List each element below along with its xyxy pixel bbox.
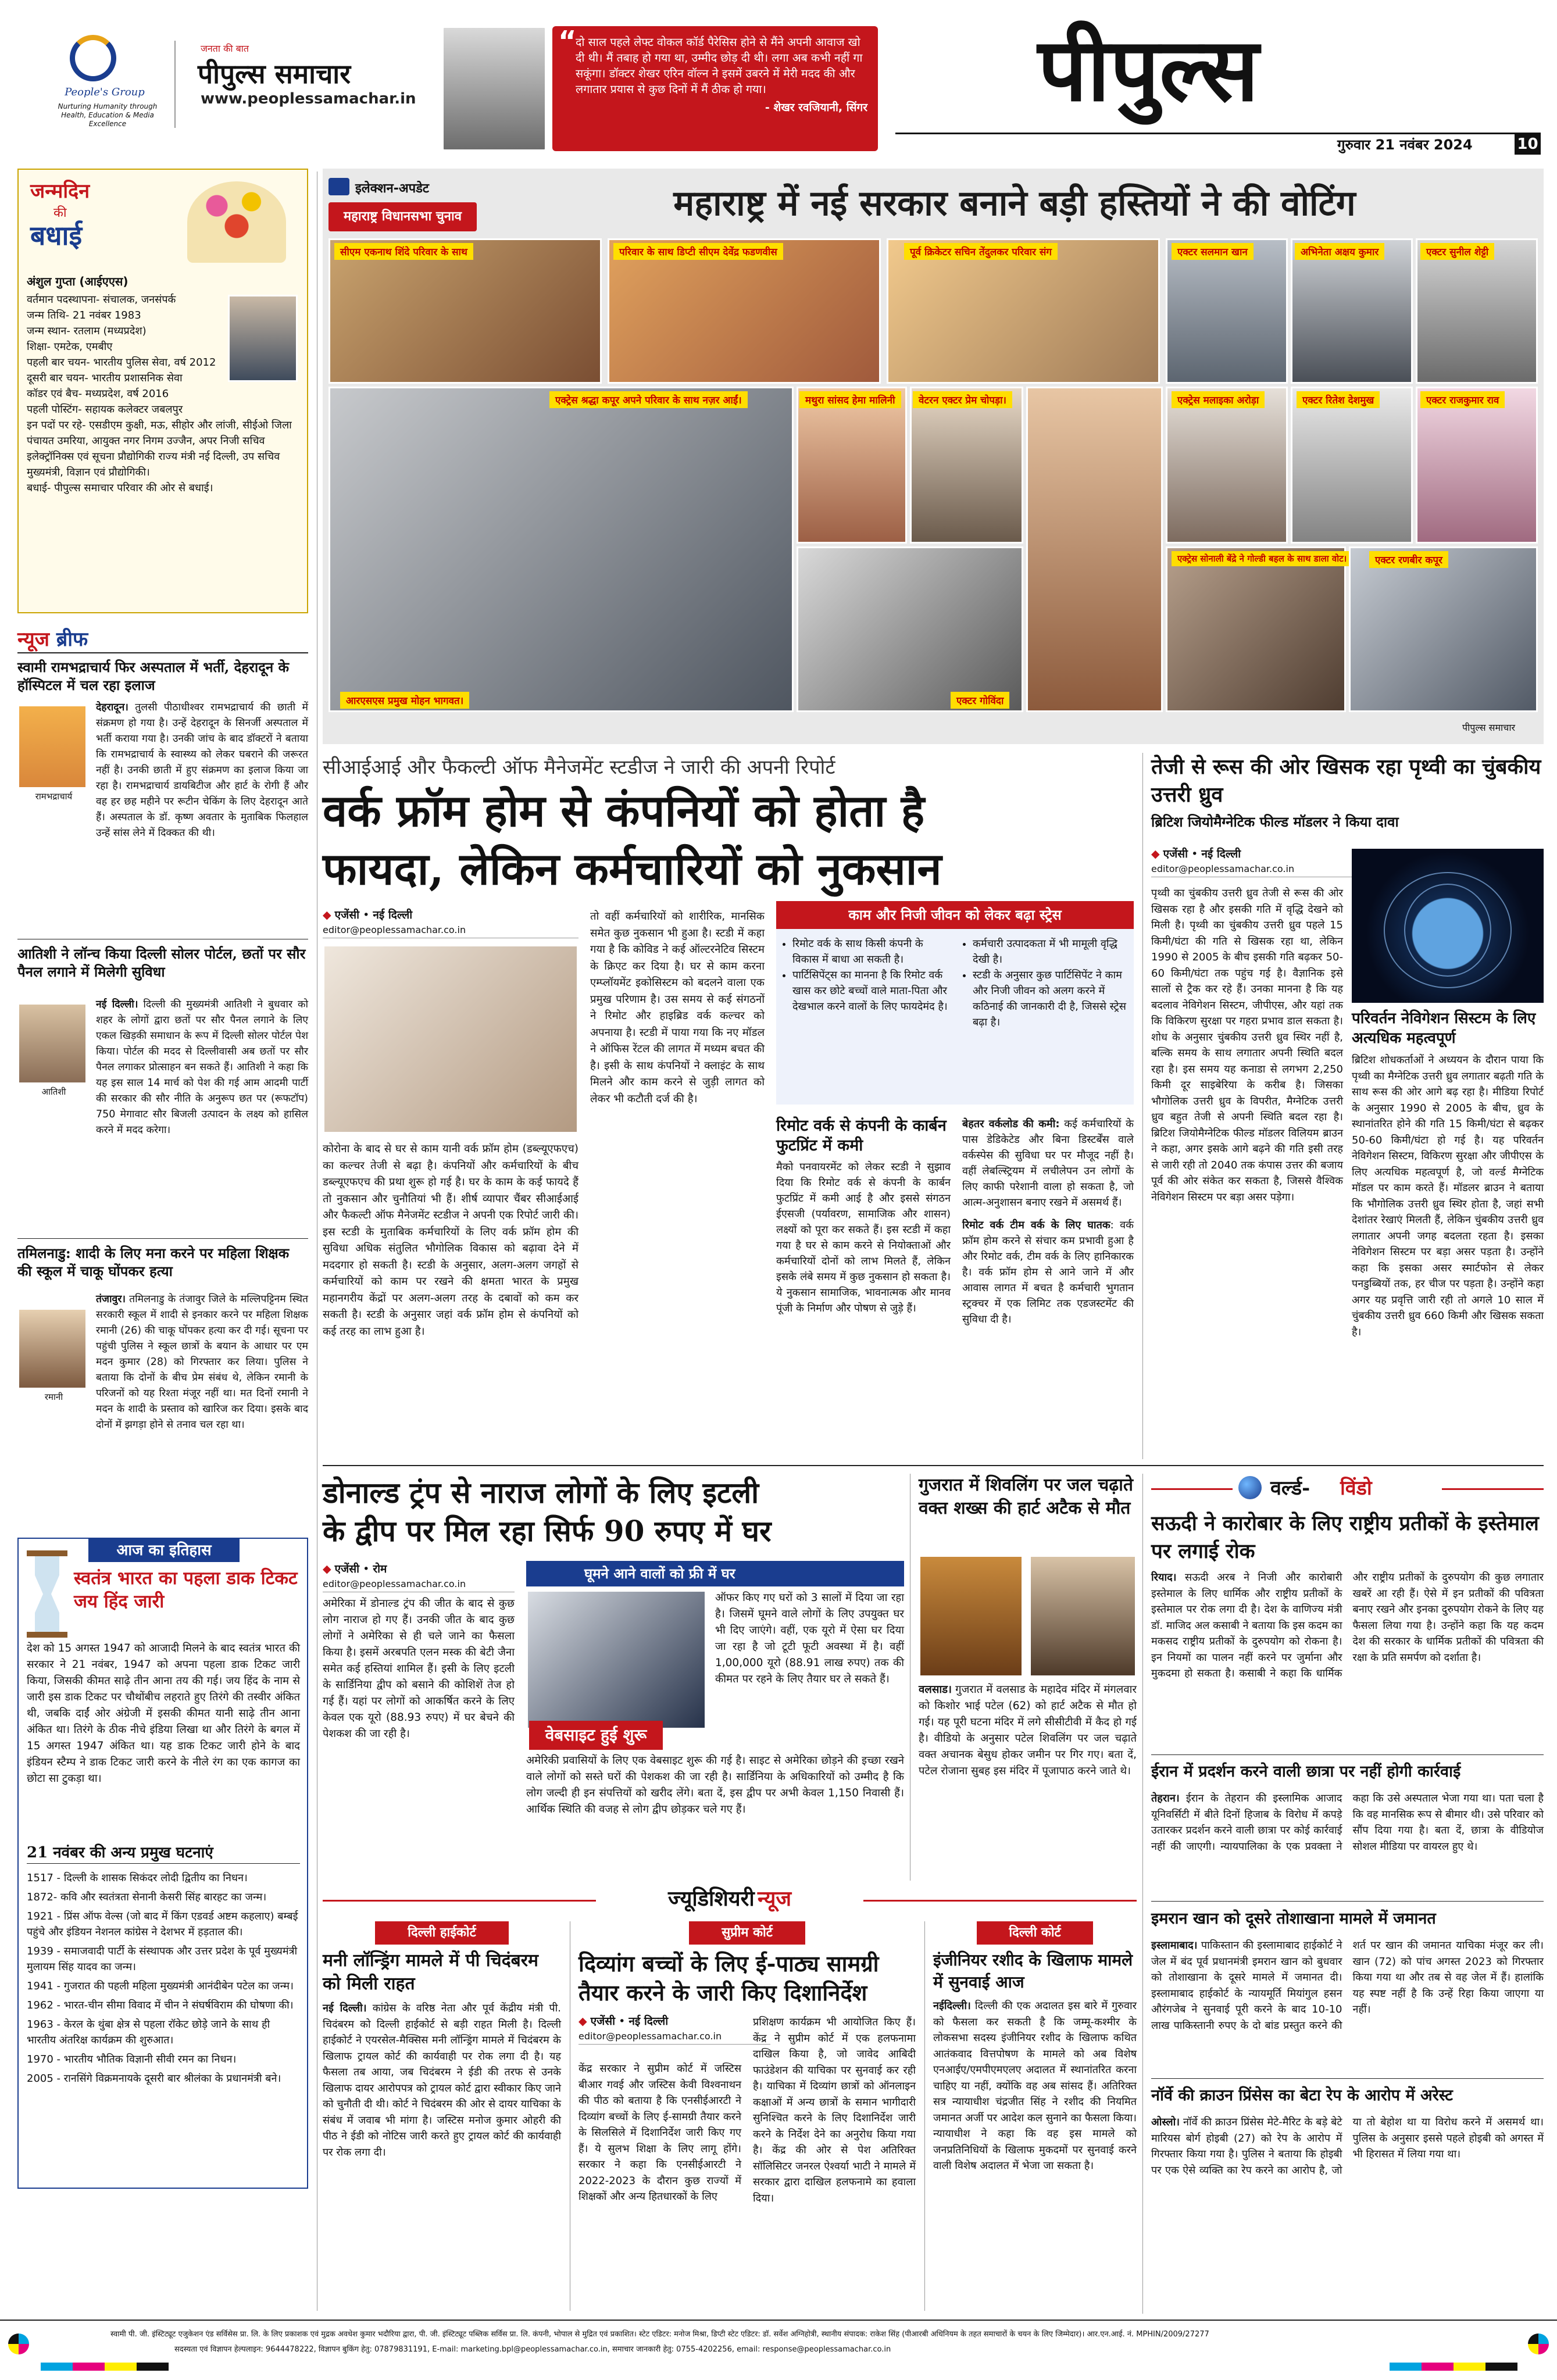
italy-banner: वेबसाइट हुई शुरू xyxy=(529,1721,663,1750)
election-photo xyxy=(328,238,602,384)
masthead xyxy=(0,0,1557,166)
byline-city: नई दिल्ली xyxy=(628,2015,669,2028)
wfh-photo xyxy=(323,945,578,1134)
brief-dateline: देहरादून। xyxy=(96,702,128,713)
column-divider xyxy=(924,1921,925,2311)
gujarat-body xyxy=(919,1682,1137,1779)
dc-label: दिल्ली कोर्ट xyxy=(977,1921,1093,1945)
wfh-body-1: कोरोना के बाद से घर से काम यानी वर्क फ्रॉम होम (डब्ल्यूएफएच) का कल्चर तेजी से बढ़ा है। कंपनियों और कर्मचारियों के बीच डब्ल्यूएफएच की प्रथा शुरू हो गई है। घर के काम के कई फायदे हैं तो नुकसान और चुनौतियां भी हैं। शीर्ष व्यापार चैंबर सीआईआई और फैकल्टी ऑफ मैनेजमेंट स्टडीज ने अपनी एक रिपोर्ट जारी की। इस स्टडी के मुताबिक कर्मचारियों के लिए वर्क फ्रॉम होम की सुविधा अधिक संतुलित भौगोलिक विकास को बढ़ावा देने में मददगार हो सकती है। स्टडी के अनुसार, अलग-अलग जगहों से कर्मचारियों को काम पर रखने की क्षमता भारत के प्रमुख महानगरीय केंद्रों पर अलग-अलग तरह के दबावों को कम कर सकती है। स्टडी के अनुसार जहां वर्क फ्रॉम होम से कंपनियों को कई तरह का लाभ हुआ है। xyxy=(323,1143,578,1338)
event-item: 1963 - केरल के थुंबा क्षेत्र से पहला रॉकेट छोड़े जाने के साथ ही भारतीय अंतरिक्ष कार्यक्रम की शुरुआत। xyxy=(27,2018,270,2046)
imprint-line-1: स्वामी पी. जी. इंस्टिट्यूट एजुकेशन एंड सर्विसेस प्रा. लि. के लिए प्रकाशक एवं मुद्रक अवधेश कुमार भदौरिया द्वारा, पी. जी. इंस्टिट्यूट पब्लिक सर्विस प्रा. लि. कंपनी, भोपाल से मुद्रित एवं प्रकाशित। स्टेट एडिटर: मनोज मिश्रा, डिप्टी स्टेट एडिटर: डॉ. सर्वेश अग्निहोत्री, स्थानीय संपादक: राकेश सिंह (पीआरबी अधिनियम के तहत समाचारों के चयन के लिए जिम्मेदार)। आर.एन.आई. नं. MPHIN/2009/27277 xyxy=(110,2330,1209,2339)
norway-text: नॉर्वे की क्राउन प्रिंसेस मेटे-मैरिट के बड़े बेटे मारियस बोर्ग होइबी (27) को रेप के आरोप में गिरफ्तार किया गया है। पुलिस ने बताया कि होइबी पर एक ऐसे व्यक्ति का रेप करने का आरोप है, जो या तो बेहोश था या विरोध करने में असमर्थ था। पुलिस के अनुसार इससे पहले होइबी को अगस्त में भी हिरासत में लिया गया था। xyxy=(1151,2116,1544,2177)
byline-sep: • xyxy=(619,2015,626,2028)
byline-city: नई दिल्ली xyxy=(373,909,413,921)
world-window-rule xyxy=(1442,1488,1544,1490)
dc-dateline: नईदिल्ली। xyxy=(933,2000,971,2012)
election-caption: वेटरन एक्टर प्रेम चोपड़ा। xyxy=(913,391,1012,408)
judiciary-label-a: ज्यूडिशियरी xyxy=(667,1886,755,1911)
election-photo xyxy=(797,546,1023,712)
wfh-box-title: काम और निजी जीवन को लेकर बढ़ा स्ट्रेस xyxy=(776,901,1134,929)
brief-headline: आतिशी ने लॉन्च किया दिल्ली सोलर पोर्टल, छतों पर सौर पैनल लगाने में मिलेगी सुविधा xyxy=(17,945,306,980)
dc-text: दिल्ली की एक अदालत इस बारे में गुरुवार को फैसला कर सकती है कि जम्मू-कश्मीर के लोकसभा सदस्य इंजीनियर रशीद के खिलाफ कथित आतंकवाद वित्तपोषण के मामले को अब विशेष एनआईए/एमपीएमएलए अदालत में स्थानांतरित करना चाहिए या नहीं, क्योंकि वह अब सांसद हैं। अतिरिक्त सत्र न्यायाधीश चंद्रजीत सिंह ने रशीद की नियमित जमानत अर्जी पर आदेश कल सुनाने का फैसला किया। न्यायाधीश ने कहा कि वह इस मामले को जनप्रतिनिधियों के खिलाफ मुकदमों पर सुनवाई करने वाली विशेष अदालत में भेजा जा सकता है। xyxy=(933,2000,1137,2172)
world-window-header xyxy=(1238,1474,1442,1503)
pole-kicker: ब्रिटिश जियोमैग्नेटिक फील्ड मॉडलर ने किया दावा xyxy=(1151,814,1399,830)
byline xyxy=(578,2013,770,2045)
italy-headline-2: के द्वीप पर मिल रहा सिर्फ 90 रुपए में घर xyxy=(323,1514,772,1548)
quote-mark-icon: “ xyxy=(558,25,577,58)
paper-small-logo: पीपुल्स समाचार xyxy=(198,58,351,90)
wfh-sub3-body: : वर्क फ्रॉम होम करने से संचार कम प्रभावी हुआ है और रिमोट वर्क, टीम वर्क के लिए हानिकारक है। वर्क फ्रॉम होम से आने जाने में और आवास लागत में बचत है कर्मचारी भुगतान स्ट्रक्चर में एक लिमिट तक एडजस्टमेंट की सुविधा दी है। xyxy=(962,1219,1134,1325)
election-caption: एक्टर सुनील शेट्टी xyxy=(1420,243,1494,260)
imran-body xyxy=(1151,1938,1544,2034)
judiciary-label-b: न्यूज xyxy=(757,1886,792,1911)
brief-photo-caption: रमानी xyxy=(44,1392,63,1402)
imran-dateline: इस्लामाबाद। xyxy=(1151,1939,1198,1952)
wfh-headline-2: फायदा, लेकिन कर्मचारियों को नुकसान xyxy=(323,843,942,895)
election-photo xyxy=(1166,546,1346,712)
field-lines-icon xyxy=(1404,884,1491,977)
brief-photo xyxy=(17,1003,87,1084)
events-title: 21 नवंबर की अन्य प्रमुख घटनाएं xyxy=(27,1844,213,1861)
byline-sep: • xyxy=(363,909,370,921)
iran-headline: ईरान में प्रदर्शन करने वाली छात्रा पर नहीं होगी कार्रवाई xyxy=(1151,1763,1461,1781)
election-photo xyxy=(1416,238,1538,384)
world-label-b: विंडो xyxy=(1340,1477,1372,1500)
divider xyxy=(17,652,308,653)
election-caption: एक्टर रणबीर कपूर xyxy=(1369,551,1448,568)
birthday-line: जन्म स्थान- रतलाम (मध्यप्रदेश) xyxy=(27,325,147,337)
birthday-line: इन पदों पर रहे- एसडीएम कुक्षी, मऊ, सीहोर और लांजी, सीईओ जिला पंचायत उमरिया, आयुक्त नगर निगम उज्जैन, अपर निजी सचिव इलेक्ट्रॉनिक्स एवं सूचना प्रौद्योगिकी राज्य मंत्री नई दिल्ली, उप सचिव मुख्यमंत्री, विज्ञान एवं प्रौद्योगिकी। xyxy=(27,419,292,478)
election-photo xyxy=(887,238,1160,384)
election-photo xyxy=(328,387,794,712)
byline xyxy=(323,907,578,938)
election-caption: पूर्व क्रिकेटर सचिन तेंदुलकर परिवार संग xyxy=(904,243,1058,260)
peoples-group-logo xyxy=(70,35,116,81)
brief-text: तुलसी पीठाधीश्वर रामभद्राचार्य की छाती में संक्रमण हो गया है। उन्हें देहरादून के सिनर्जी अस्पताल में भर्ती कराया गया है। उनकी जांच के बाद डॉक्टरों ने बताया कि रामभद्राचार्य के स्वास्थ्य को लेकर घबराने की जरूरत नहीं है। उनकी छाती में हुए संक्रमण का इलाज किया जा रहा है। रामभद्राचार्य डायबिटीज और हार्ट के रोगी हैं और वह हर छह महीने पर रूटीन चेकिंग के लिए देहरादून आते हैं। अस्पताल के डॉ. कृष्ण अवतार के मुताबिक फिलहाल उन्हें सांस लेने में दिक्कत की थी। xyxy=(96,702,308,839)
election-photo xyxy=(1026,387,1163,712)
election-caption: सीएम एकनाथ शिंदे परिवार के साथ xyxy=(334,243,473,260)
horizontal-divider xyxy=(323,1465,1544,1466)
imprint-line-2: सदस्यता एवं विज्ञापन हेल्पलाइन: 9644478222, विज्ञापन बुकिंग हेतु: 07879831191, E-mail: marketing.bpl@peoplessamachar.co.in, समाचार जानकारी हेतु: 0755-4202256, email: response@peoplessamachar.co.in xyxy=(174,2345,891,2354)
wfh-sub-2 xyxy=(962,1116,1134,1327)
election-caption: एक्टर गोविंदा xyxy=(951,692,1009,709)
election-photo xyxy=(797,387,907,544)
brief-dateline: नई दिल्ली। xyxy=(96,999,138,1010)
birthday-title-big: बधाई xyxy=(30,220,83,251)
birthday-line: दूसरी बार चयन- भारतीय प्रशासनिक सेवा xyxy=(27,372,183,384)
dc-body xyxy=(933,1998,1137,2174)
brief-photo xyxy=(17,1308,87,1389)
italy-box-body: ऑफर किए गए घरों को 3 सालों में दिया जा रहा है। जिसमें घूमने वाले लोगों के लिए उपयुक्त घर भी दिए जाएंगे। वहीं, एक यूरो में ऐसा घर दिया जा रहा है जो टूटी फूटी अवस्था में है। वहीं 1,00,000 यूरो (88.91 लाख रुपए) तक की कीमत पर रहने के लिए तैयार घर ले सकते हैं। xyxy=(715,1592,904,1685)
divider xyxy=(1151,1901,1544,1902)
byline-city: रोम xyxy=(373,1563,387,1575)
byline-agency: एजेंसी xyxy=(1163,848,1188,860)
saudi-dateline: रियाद। xyxy=(1151,1571,1177,1584)
brief-item xyxy=(17,945,308,1259)
birthday-line: जन्म तिथि- 21 नवंबर 1983 xyxy=(27,309,141,321)
world-window xyxy=(1151,1474,1544,2317)
ballot-icon xyxy=(328,178,349,195)
brief-item xyxy=(17,1244,308,1546)
group-name: People's Group xyxy=(65,86,145,98)
gujarat-headline: गुजरात में शिवलिंग पर जल चढ़ाते वक्त शख्स की हार्ट अटैक से मौत xyxy=(919,1475,1134,1518)
registration-mark-icon xyxy=(8,2333,29,2354)
birthday-line: शिक्षा- एमटेक, एमबीए xyxy=(27,341,113,353)
election-photo xyxy=(1416,387,1538,544)
brief-photo xyxy=(17,705,87,789)
wfh-box-item: • स्टडी के अनुसार कुछ पार्टिसिपेंट ने काम और निजी जीवन को अलग करने में कठिनाई की जानकारी दी है, जिससे स्ट्रेस बढ़ा है। xyxy=(973,967,1129,1030)
sc-body-2: प्रशिक्षण कार्यक्रम भी आयोजित किए हैं। केंद्र ने सुप्रीम कोर्ट में एक हलफनामा दाखिल किया है, जो जावेद आबिदी फाउंडेशन की याचिका पर सुनवाई कर रही है। याचिका में दिव्यांग छात्रों को ऑनलाइन कक्षाओं में अन्य छात्रों के समान भागीदारी सुनिश्चित करने के लिए दिशानिर्देश जारी करने के निर्देश देने का अनुरोध किया गया है। केंद्र की ओर से पेश अतिरिक्त सॉलिसिटर जनरल ऐश्वर्या भाटी ने मामले में सरकार द्वारा दाखिल हलफनामे का हवाला दिया। xyxy=(753,2016,916,2204)
election-caption: एक्टर रितेश देशमुख xyxy=(1297,391,1380,408)
issue-date: गुरुवार 21 नवंबर 2024 xyxy=(1337,137,1473,153)
wfh-story xyxy=(323,753,1134,1459)
world-window-rule xyxy=(1151,1488,1233,1490)
election-spread xyxy=(323,169,1544,744)
trump-photo xyxy=(526,1590,706,1729)
divider xyxy=(17,1238,308,1239)
birthday-line: पहली बार चयन- भारतीय पुलिस सेवा, वर्ष 2012 xyxy=(27,356,216,369)
norway-dateline: ओस्लो। xyxy=(1151,2116,1180,2128)
saudi-text: सऊदी अरब ने निजी और कारोबारी इस्तेमाल के लिए धार्मिक और राष्ट्रीय प्रतीकों के इस्तेमाल पर रोक लगा दी है। देश के वाणिज्य मंत्री डॉ. माजिद अल कसाबी ने बताया कि इस कदम का मकसद राष्ट्रीय प्रतीकों के दुरुपयोग को रोकना है। इन नियमों का पालन नहीं करने पर जुर्माना और मुकदमा हो सकता है। कसाबी ने कहा कि धार्मिक और राष्ट्रीय प्रतीकों के दुरुपयोग की कुछ लगातार खबरें आ रही हैं। ऐसे में इन प्रतीकों की पवित्रता बनाए रखने और इनका दुरुपयोग रोकने के लिए यह फैसला लिया गया है। उन्होंने कहा कि यह कदम देश की सरकार के धार्मिक प्रतीकों की पवित्रता की रक्षा के प्रति समर्पण को दर्शाता है। xyxy=(1151,1571,1544,1679)
sc-body-1: केंद्र सरकार ने सुप्रीम कोर्ट में जस्टिस बीआर गवई और जस्टिस केवी विश्वनाथन की पीठ को बताया है कि एनसीईआरटी ने दिव्यांग बच्चों के लिए ई-सामग्री तैयार करने के सिलसिले में दिशानिर्देश जारी किए गए हैं। ये सुलभ शिक्षा के लिए लागू होंगे। सरकार ने कहा कि एनसीईआरटी ने 2022-2023 के दौरान कुछ राज्यों में शिक्षकों और अन्य हितधारकों के लिए xyxy=(578,2063,741,2203)
wfh-kicker: सीआईआई और फैकल्टी ऑफ मैनेजमेंट स्टडीज ने जारी की अपनी रिपोर्ट xyxy=(323,756,835,779)
byline xyxy=(323,1561,515,1592)
birthday-line: वर्तमान पदस्थापना- संचालक, जनसंपर्क xyxy=(27,294,176,306)
election-photo xyxy=(1166,387,1288,544)
quote-author: - शेखर रवजियानी, सिंगर xyxy=(765,101,867,114)
brief-photo-caption: रामभद्राचार्य xyxy=(35,791,73,802)
event-item: 2005 - रानसिंगे विक्रमनायके दूसरी बार श्रीलंका के प्रधानमंत्री बने। xyxy=(27,2072,281,2085)
event-item: 1962 - भारत-चीन सीमा विवाद में चीन ने संघर्षविराम की घोषणा की। xyxy=(27,1999,294,2011)
birthday-line: बधाई- पीपुल्स समाचार परिवार की ओर से बधाई। xyxy=(27,482,213,494)
wfh-sub2 xyxy=(962,1116,1134,1210)
italy-box-title: घूमने आने वालों को फ्री में घर xyxy=(526,1561,904,1586)
column-divider xyxy=(1142,1474,1143,2314)
election-caption: एक्ट्रेस श्रद्धा कपूर अपने परिवार के साथ नज़र आईं। xyxy=(549,391,748,408)
wfh-box-item: • रिमोट वर्क के साथ किसी कंपनी के विकास में बाधा आ सकती है। xyxy=(792,936,948,967)
birthday-title-mid: की xyxy=(53,206,67,220)
world-label-a: वर्ल्ड- xyxy=(1270,1477,1310,1500)
election-photo xyxy=(608,238,881,384)
dc-story xyxy=(933,1921,1137,2174)
iran-body xyxy=(1151,1791,1544,1854)
history-tab: आज का इतिहास xyxy=(88,1539,240,1562)
quote-box xyxy=(552,26,878,151)
gujarat-photo-man xyxy=(1029,1555,1137,1677)
divider xyxy=(1151,2078,1544,2079)
judiciary-section xyxy=(323,1884,1137,2314)
norway-body xyxy=(1151,2114,1544,2178)
quote-text: दो साल पहले लेफ्ट वोकल कॉर्ड पैरेसिस होने से मैंने अपनी आवाज खो दी थी। मैं तबाह हो गया था, उम्मीद छोड़ दी थी। लगा अब कभी नहीं गा सकूंगा। डॉक्टर शेखर एरिन वॉल्न ने इसमें उबरने में मेरी मदद की और लगातार प्रयास से कुछ दिनों में मैं ठीक हो गया। xyxy=(576,35,863,96)
iran-dateline: तेहरान। xyxy=(1151,1792,1180,1804)
birthday-details xyxy=(27,292,300,496)
hc-headline: मनी लॉन्ड्रिंग मामले में पी चिदंबरम को मिली राहत xyxy=(323,1950,538,1994)
gujarat-dateline: वलसाड। xyxy=(919,1684,952,1696)
election-headline: महाराष्ट्र में नई सरकार बनाने बड़ी हस्तियों ने की वोटिंग xyxy=(673,183,1356,224)
election-caption: आरएसएस प्रमुख मोहन भागवत। xyxy=(340,692,469,709)
globe-icon xyxy=(1238,1476,1262,1499)
italy-headline-1: डोनाल्ड ट्रंप से नाराज लोगों के लिए इटली xyxy=(323,1475,759,1510)
header-divider xyxy=(174,41,176,128)
election-caption: अभिनेता अक्षय कुमार xyxy=(1295,243,1384,260)
paper-small-tag: जनता की बात xyxy=(201,43,249,54)
election-photo xyxy=(1291,238,1413,384)
gujarat-text: गुजरात में वलसाड के महादेव मंदिर में मंगलवार को किशोर भाई पटेल (62) को हार्ट अटैक से मौत हो गई। यह पूरी घटना मंदिर में लगे सीसीटीवी में कैद हो गई है। वीडियो के अनुसार पटेल शिवलिंग पर जल चढ़ाते वक्त अचानक बेसुध होकर जमीन पर गिर गए। बता दें, पटेल रोजाना सुबह इस मंदिर में पूजापाठ करने जाते थे। xyxy=(919,1684,1137,1777)
imran-text: पाकिस्तान की इस्लामाबाद हाईकोर्ट ने जेल में बंद पूर्व प्रधानमंत्री इमरान खान को बुधवार को तोशाखाना के दूसरे मामले में जमानत दी। इस्लामाबाद हाईकोर्ट के न्यायमूर्ति मियांगुल हसन औरंगजेब ने सुनवाई पूरी करने के बाद 10-10 लाख पाकिस्तानी रुपए के दो बांड प्रस्तुत करने की शर्त पर खान की जमानत याचिका मंजूर कर ली। खान (72) को पांच अगस्त 2023 को गिरफ्तार किया गया था और तब से वह जेल में हैं। हालांकि यह स्पष्ट नहीं है कि उन्हें रिहा किया जाएगा या नहीं। xyxy=(1151,1939,1544,2032)
byline-email[interactable]: editor@peoplessamachar.co.in xyxy=(323,924,578,938)
brief-item xyxy=(17,658,308,984)
election-caption: मथुरा सांसद हेमा मालिनी xyxy=(799,391,901,408)
election-photo xyxy=(1291,387,1413,544)
pole-subhead: परिवर्तन नेविगेशन सिस्टम के लिए अत्यधिक महत्वपूर्ण xyxy=(1352,1010,1536,1047)
election-photo xyxy=(1166,238,1288,384)
wfh-sub1-head: रिमोट वर्क से कंपनी के कार्बन फुटप्रिंट में कमी xyxy=(776,1117,947,1155)
election-label-main: महाराष्ट्र विधानसभा चुनाव xyxy=(328,202,477,231)
event-item: 1921 - प्रिंस ऑफ वेल्स (जो बाद में किंग एडवर्ड अष्टम कहलाए) बम्बई पहुंचे और इंडियन नेशनल कांग्रेस ने देशभर में हड़ताल की। xyxy=(27,1910,298,1938)
byline-city: नई दिल्ली xyxy=(1201,848,1241,860)
wfh-sub3-lead: रिमोट वर्क टीम वर्क के लिए घातक xyxy=(962,1219,1110,1231)
wfh-box-list-left xyxy=(780,936,948,1014)
wfh-box-item: • कर्मचारी उत्पादकता में भी मामूली वृद्धि देखी है। xyxy=(973,936,1129,967)
byline-email[interactable]: editor@peoplessamachar.co.in xyxy=(1151,863,1360,877)
left-column xyxy=(17,169,308,2314)
brief-photo-caption: आतिशी xyxy=(41,1087,66,1097)
history-headline: स्वतंत्र भारत का पहला डाक टिकट जय हिंद जारी xyxy=(74,1568,298,1612)
registration-mark-icon xyxy=(1528,2333,1549,2354)
italy-story xyxy=(323,1474,904,1881)
website-link[interactable]: www.peoplessamachar.in xyxy=(201,90,416,108)
brief-headline: तमिलनाडु: शादी के लिए मना करने पर महिला शिक्षक की स्कूल में चाकू घोंपकर हत्या xyxy=(17,1245,290,1280)
brief-dateline: तंजावुर। xyxy=(96,1293,126,1305)
pole-body-2: ब्रिटिश शोधकर्ताओं ने अध्ययन के दौरान पाया कि पृथ्वी का मैग्नेटिक उत्तरी ध्रुव लगातार बढ़ती गति के साथ रूस की ओर आगे बढ़ रहा है। मीडिया रिपोर्ट के अनुसार 1990 से 2005 के बीच, ध्रुव के स्थानांतरित होने की गति 15 किमी/घंटा से बढ़कर 50-60 किमी/घंटा हो गई है। यह परिवर्तन नेविगेशन सिस्टम, विकिरण सुरक्षा और जीपीएस के लिए अत्यधिक महत्वपूर्ण है, जो वर्ल्ड मैग्नेटिक मॉडल पर काम करते हैं। मॉडलर ब्राउन ने बताया कि भौगोलिक उत्तरी ध्रुव स्थिर होता है, जहां सभी देशांतर रेखाएं मिलती हैं, लेकिन चुंबकीय उत्तरी ध्रुव लगातार अपनी जगह बदलता रहता है। इसका नेविगेशन सिस्टम पर बड़ा असर पड़ता है। उन्होंने कहा कि इसका असर स्मार्टफोन से लेकर पनडुब्बियों तक, हर चीज पर पड़ता है। उन्होंने कहा अगर यह प्रवृत्ति जारी रही तो अगले 10 साल में चुंबकीय उत्तरी ध्रुव 660 किमी और खिसक सकता है। xyxy=(1352,1054,1544,1338)
election-caption: एक्टर सलमान खान xyxy=(1172,243,1254,260)
sc-label: सुप्रीम कोर्ट xyxy=(689,1921,805,1945)
hc-story xyxy=(323,1921,561,2160)
byline-email[interactable]: editor@peoplessamachar.co.in xyxy=(323,1578,515,1592)
date-line-bar xyxy=(895,133,1541,134)
news-brief-label-b: ब्रीफ xyxy=(56,628,88,651)
event-item: 1970 - भारतीय भौतिक विज्ञानी सीवी रमन का निधन। xyxy=(27,2053,237,2065)
election-caption: एक्टर राजकुमार राव xyxy=(1420,391,1505,408)
byline-email[interactable]: editor@peoplessamachar.co.in xyxy=(578,2031,770,2045)
earth-magnetic-field-graphic xyxy=(1352,849,1544,1003)
byline xyxy=(1151,846,1360,877)
wfh-box-item: • पार्टिसिपेंट्स का मानना है कि रिमोट वर्क खास कर छोटे बच्चों वाले माता-पिता और देखभाल करने वालों के लिए फायदेमंद है। xyxy=(792,967,948,1014)
history-box xyxy=(17,1538,308,2189)
divider xyxy=(27,1863,300,1864)
byline-agency: एजेंसी xyxy=(334,909,360,921)
pole-headline: तेजी से रूस की ओर खिसक रहा पृथ्वी का चुंबकीय उत्तरी ध्रुव xyxy=(1151,755,1541,807)
byline-icon: ◆ xyxy=(1151,848,1160,860)
wfh-body-2: तो वहीं कर्मचारियों को शारीरिक, मानसिक समेत कुछ नुकसान भी हुआ है। स्टडी में कहा गया है कि कोविड ने कई ऑल्टरनेटिव सिस्टम के क्रिएट कर दिया है। घर से काम करना एम्प्लॉयमेंट इकोसिस्टम को बदलने वाला एक प्रमुख परिणाम है। उस समय से कई संगठनों ने रिमोट और हाइब्रिड वर्क कल्चर को अपनाया है। स्टडी में पाया गया कि नए मॉडल ने ऑफिस रेंटल की लागत में मध्यम बचत की है। इसी के साथ कंपनियों ने क्लाइंट के साथ मिलने और काम करने से जुड़ी लागत को लेकर भी कटौती दर्ज की है। xyxy=(590,910,765,1105)
dc-headline: इंजीनियर रशीद के खिलाफ मामले में सुनवाई आज xyxy=(933,1950,1133,1992)
hc-label: दिल्ली हाईकोर्ट xyxy=(375,1921,509,1945)
brief-body xyxy=(96,1292,308,1433)
birthday-name: अंशुल गुप्ता (आईएएस) xyxy=(27,274,128,288)
page-number: 10 xyxy=(1515,134,1541,155)
divider xyxy=(1151,1754,1544,1755)
wfh-sub-1 xyxy=(776,1116,951,1316)
color-bar xyxy=(1390,2363,1517,2371)
election-photo xyxy=(910,387,1023,544)
imprint xyxy=(0,2320,1557,2380)
wfh-sub3 xyxy=(962,1217,1134,1327)
event-item: 1941 - गुजरात की पहली महिला मुख्यमंत्री आनंदीबेन पटेल का जन्म। xyxy=(27,1980,294,1992)
byline-sep: • xyxy=(363,1563,370,1575)
birthday-title-small: जन्मदिन xyxy=(30,180,90,203)
saudi-headline: सऊदी ने कारोबार के लिए राष्ट्रीय प्रतीकों के इस्तेमाल पर लगाई रोक xyxy=(1151,1511,1539,1563)
wfh-stress-box xyxy=(776,901,1134,1105)
gujarat-story xyxy=(919,1474,1137,1881)
brief-body xyxy=(96,700,308,841)
events-list xyxy=(27,1870,300,2086)
hc-body xyxy=(323,2000,561,2160)
wfh-sub2-body: कई कर्मचारियों के पास डेडिकेटेड और बिना डिस्टर्बेंस वाले वर्कस्पेस की सुविधा घर पर मौजूद नहीं है। वहीं लेबल्स्ट्रियम में लचीलेपन उन लोगों के लिए काफी परेशानी वाला हो सकता है, जो आत्म-अनुशासन बनाए रखने में असमर्थ हैं। xyxy=(962,1118,1134,1209)
news-brief-label xyxy=(17,625,88,652)
election-caption: एक्ट्रेस सोनाली बेंद्रे ने गोल्डी बहल के साथ डाला वोट। xyxy=(1172,551,1352,566)
event-item: 1872- कवि और स्वतंत्रता सेनानी केसरी सिंह बारहट का जन्म। xyxy=(27,1891,267,1903)
sc-headline: दिव्यांग बच्चों के लिए ई-पाठ्य सामग्री तैयार करने के जारी किए दिशानिर्देश xyxy=(578,1950,879,2006)
byline-agency: एजेंसी xyxy=(334,1563,360,1575)
group-tagline: Nurturing Humanity through Health, Education & Media Excellence xyxy=(58,102,158,128)
judiciary-header xyxy=(596,1884,863,1916)
birthday-line: कॉडर एवं बैच- मध्यप्रदेश, वर्ष 2016 xyxy=(27,388,169,400)
pole-story xyxy=(1151,753,1544,1459)
hc-text: कांग्रेस के वरिष्ठ नेता और पूर्व केंद्रीय मंत्री पी. चिदंबरम को दिल्ली हाईकोर्ट से बड़ी राहत मिली है। दिल्ली हाईकोर्ट ने एयरसेल-मैक्सिस मनी लॉन्ड्रिंग मामले में चिदंबरम के खिलाफ ट्रायल कोर्ट की कार्यवाही पर रोक लगा दी है। यह फैसला तब आया, जब चिदंबरम ने ईडी की तरफ से उनके खिलाफ दायर आरोपपत्र को ट्रायल कोर्ट द्वारा स्वीकार किए जाने को चुनौती दी थी। कोर्ट ने चिदंबरम की ओर से दायर याचिका के संबंध में जवाब भी मांगा है। जस्टिस मनोज कुमार ओहरी की पीठ ने ईडी को नोटिस जारी करते हुए ट्रायल कोर्ट की कार्यवाही पर रोक लगा दी। xyxy=(323,2002,561,2159)
wfh-sub2-lead: बेहतर वर्कलोड की कमी: xyxy=(962,1118,1060,1130)
saudi-body xyxy=(1151,1570,1544,1682)
byline-icon: ◆ xyxy=(323,1563,331,1575)
singer-photo xyxy=(442,26,547,151)
election-label-small: इलेक्शन-अपडेट xyxy=(355,181,430,196)
paper-title: पीपुल्स xyxy=(1037,19,1259,121)
brief-text: दिल्ली की मुख्यमंत्री आतिशी ने बुधवार को शहर के लोगों द्वारा छतों पर सौर पैनल लगाने के लिए एकल खिड़की समाधान के रूप में दिल्ली सोलर पोर्टल पेश किया। पोर्टल की मदद से दिल्लीवासी अब छतों पर सौर पैनल लगाकर प्रोत्साहन बन सकते हैं। आतिशी ने कहा कि यह इस साल 14 मार्च को पेश की गई आम आदमी पार्टी की सरकार की सौर नीति के अनुरूप छत पर (रूफटॉप) 750 मेगावाट सौर बिजली उत्पादन के लक्ष्य को हासिल करने में मदद करेगा। xyxy=(96,999,308,1136)
gift-basket-icon xyxy=(187,181,286,263)
byline-icon: ◆ xyxy=(578,2015,587,2028)
byline-sep: • xyxy=(1191,848,1198,860)
history-body: देश को 15 अगस्त 1947 को आजादी मिलने के बाद स्वतंत्र भारत की सरकार ने 21 नवंबर, 1947 को अपना पहला डाक टिकट जारी किया, जिसकी कीमत साढ़े तीन आना तय की गई। जय हिंद के नाम से जारी इस डाक टिकट पर चौथोंबीच लहराते हुए तिरंगे की तस्वीर अंकित थी, जबकि दाईं ओर अंग्रेजी में इसकी कीमत यानी साढ़े तीन आना अंकित था। तिरंगे के ठीक नीचे इंडिया लिखा था और तिरंगे के बगल में 15 अगस्त 1947 अंकित था। यह डाक टिकट जारी होने के बाद इंडियन स्टैम्प ने डाक टिकट जारी करने के नीले रंग का एक कागज का छोटा सा टुकड़ा था। xyxy=(27,1642,300,1785)
byline-agency: एजेंसी xyxy=(590,2015,616,2028)
event-item: 1939 - समाजवादी पार्टी के संस्थापक और उत्तर प्रदेश के पूर्व मुख्यमंत्री मुलायम सिंह यादव का जन्म। xyxy=(27,1945,298,1973)
italy-banner-body: अमेरिकी प्रवासियों के लिए एक वेबसाइट शुरू की गई है। साइट से अमेरिका छोड़ने की इच्छा रखने वाले लोगों को सस्ते घरों की पेशकश की जा रही है। सार्डिनिया के अधिकारियों को उम्मीद है कि लोग जल्दी ही इन संपत्तियों को खरीद लेंगे। बता दें, इस द्वीप पर अभी केवल 1,150 निवासी हैं। आर्थिक स्थिति की वजह से लोग द्वीप छोड़कर चले गए हैं। xyxy=(526,1754,904,1816)
brief-headline: स्वामी रामभद्राचार्य फिर अस्पताल में भर्ती, देहरादून के हॉस्पिटल में चल रहा इलाज xyxy=(17,659,290,694)
wfh-headline-1: वर्क फ्रॉम होम से कंपनियों को होता है xyxy=(323,785,925,837)
election-caption: एक्ट्रेस मलाइका अरोड़ा xyxy=(1172,391,1265,408)
election-photo xyxy=(1349,546,1538,712)
italy-body: अमेरिका में डोनाल्ड ट्रंप की जीत के बाद से कुछ लोग नाराज हो गए हैं। उनकी जीत के बाद कुछ लोगों ने अमेरिका से ही चले जाने का फैसला किया है। इसमें अरबपति एलन मस्क की बेटी जैना समेत कई हस्तियां शामिल हैं। इसी के लिए इटली के सार्डिनिया द्वीप को बसाने की कोशिशें तेज हो गई हैं। यहां पर लोगों को आकर्षित करने के लिए केवल एक यूरो (88.93 रुपए) में घर बेचने की पेशकश की जा रही है। xyxy=(323,1598,515,1740)
color-bar xyxy=(41,2363,169,2371)
iran-text: ईरान के तेहरान की इस्लामिक आजाद यूनिवर्सिटी में बीते दिनों हिजाब के विरोध में कपड़े उतारकर प्रदर्शन करने वाली छात्रा पर कोई कार्रवाई नहीं की जाएगी। न्यायपालिका के एक प्रवक्ता ने कहा कि उसे अस्पताल भेजा गया था। पता चला है कि वह मानसिक रूप से बीमार थी। उसे परिवार को सौंप दिया गया है। बता दें, छात्रा के वीडियोज सोशल मीडिया पर वायरल हुए थे। xyxy=(1151,1792,1544,1853)
pole-body-1: पृथ्वी का चुंबकीय उत्तरी ध्रुव तेजी से रूस की ओर खिसक रहा है और इसकी गति में वृद्धि देखने को मिली है। पृथ्वी का चुंबकीय उत्तरी ध्रुव पहले 15 किमी/घंटा की गति से खिसक रहा था, लेकिन 1990 से 2005 के बीच इसकी गति बढ़कर 50-60 किमी/घंटा तक पहुंच गई है। वैज्ञानिक इसे सालों से ट्रैक कर रहे हैं। उनका मानना है कि यह बदलाव नेविगेशन सिस्टम, जीपीएस, और यहां तक कि विकिरण सुरक्षा पर गहरा प्रभाव डाल सकता है। शोध के अनुसार चुंबकीय उत्तरी ध्रुव स्थिर नहीं है, बल्कि समय के साथ लगातार अपनी स्थिति बदल रहा है। इस समय यह कनाडा से लगभग 2,250 किमी दूर साइबेरिया के करीब है। जिसका भौगोलिक उत्तरी ध्रुव के विपरीत, मैग्नेटिक उत्तरी ध्रुव बहुत तेजी से अपनी स्थिति बदल रहा है। ब्रिटिश जियोमैग्नेटिक फील्ड मॉडलर विलियम ब्राउन ने कहा, अगर इसके आगे बढ़ने की गति इसी तरह से जारी रही तो 2040 तक कंपास उत्तर की बजाय पूर्व की ओर संकेत कर सकता है, जिससे वैश्विक नेविगेशन सिस्टम पर बड़ा असर पड़ेगा। xyxy=(1151,887,1343,1203)
gujarat-photo-temple xyxy=(919,1555,1023,1677)
hc-dateline: नई दिल्ली। xyxy=(323,2002,367,2014)
wfh-sub1-body: मैको पनवायरमेंट को लेकर स्टडी ने सुझाव दिया कि रिमोट वर्क से कंपनी के कार्बन फुटप्रिंट में कमी आई है और इससे संगठन ईएसजी (पर्यावरण, सामाजिक और शासन) लक्ष्यों को पूरा कर सकते हैं। इस स्टडी में कहा गया है घर से काम करने से नियोक्ताओं और कर्मचारियों दोनों को लाभ मिलते हैं, लेकिन इसके लंबे समय में कुछ नुकसान हो सकता है। ये नुकसान सामाजिक, भावनात्मक और मानव पूंजी के निर्माण और पोषण से जुड़े हैं। xyxy=(776,1161,951,1314)
byline-icon: ◆ xyxy=(323,909,331,921)
photo-credit: पीपुल्स समाचार xyxy=(1462,722,1516,733)
news-brief-label-a: न्यूज xyxy=(17,628,49,651)
imran-headline: इमरान खान को दूसरे तोशाखाना मामले में जमानत xyxy=(1151,1910,1436,1928)
birthday-title xyxy=(30,177,181,264)
hourglass-icon xyxy=(27,1550,67,1638)
norway-headline: नॉर्वे की क्राउन प्रिंसेस का बेटा रेप के आरोप में अरेस्ट xyxy=(1151,2086,1453,2104)
birthday-line: पहली पोस्टिंग- सहायक कलेक्टर जबलपुर xyxy=(27,403,183,416)
election-caption: परिवार के साथ डिप्टी सीएम देवेंद्र फडणवीस xyxy=(613,243,783,260)
brief-text: तमिलनाडु के तंजावुर जिले के मल्लिपट्टिनम स्थित सरकारी स्कूल में शादी से इनकार करने पर महिला शिक्षक रमानी (26) की चाकू घोंपकर हत्या कर दी गई। सूचना पर पहुंची पुलिस ने स्कूल छात्रों के बयान के आधार पर एम मदन कुमार (28) को गिरफ्तार कर लिया। पुलिस ने बताया कि दोनों के बीच प्रेम संबंध थे, लेकिन रमानी के परिजनों को यह रिश्ता मंजूर नहीं था। मत दिनों रमानी ने मदन के शादी के प्रस्ताव को खारिज कर दिया। इसके बाद दोनों में झगड़ा होने से तनाव चल रहा था। xyxy=(96,1293,308,1431)
column-divider xyxy=(1142,753,1143,1459)
birthday-box xyxy=(17,169,308,613)
election-badge xyxy=(328,174,468,238)
brief-body xyxy=(96,997,308,1138)
event-item: 1517 - दिल्ली के शासक सिकंदर लोदी द्वितीय का निधन। xyxy=(27,1872,248,1884)
wfh-box-list-right xyxy=(960,936,1129,1030)
